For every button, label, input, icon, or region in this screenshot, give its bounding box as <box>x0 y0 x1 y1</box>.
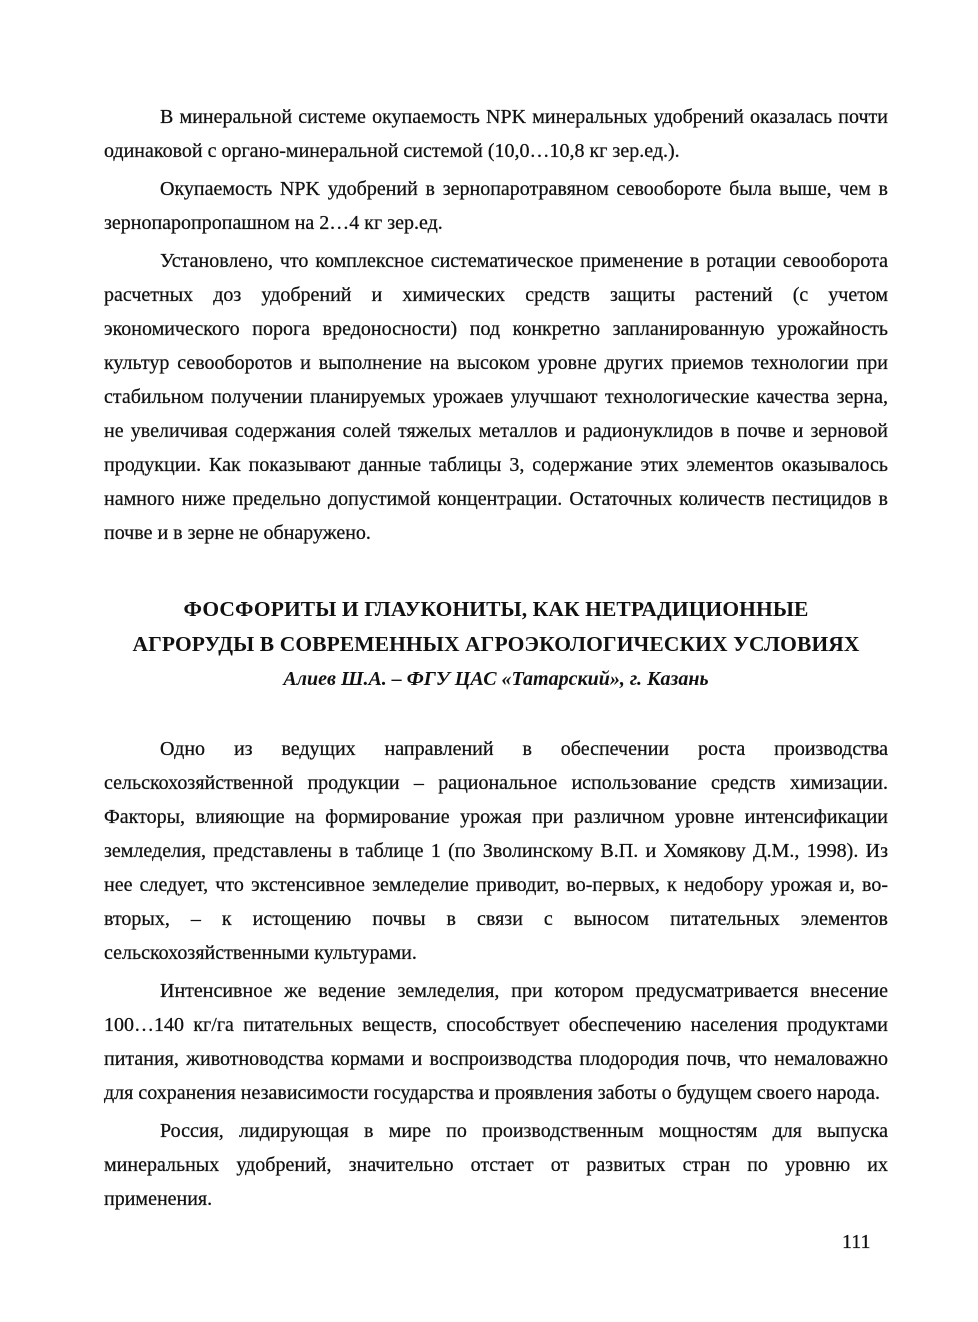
article-header <box>104 592 888 696</box>
document-page <box>104 100 888 1216</box>
article-title-line-1: ФОСФОРИТЫ И ГЛАУКОНИТЫ, КАК НЕТРАДИЦИОННЫЕ <box>183 597 809 621</box>
article-authors: Алиев Ш.А. – ФГУ ЦАС «Татарский», г. Казань <box>283 668 709 690</box>
paragraph-russia: Россия, лидирующая в мире по производственным мощностям для выпуска минеральных удобрений, значительно отстает от развитых стран по уровню их применения. <box>104 1120 888 1210</box>
article-title-line-2: АГРОРУДЫ В СОВРЕМЕННЫХ АГРОЭКОЛОГИЧЕСКИХ УСЛОВИЯХ <box>132 632 860 656</box>
page-number: 111 <box>842 1231 871 1253</box>
paragraph-npk-mineral: В минеральной системе окупаемость NPK минеральных удобрений оказалась почти одинаковой с органо-минеральной системой (10,0…10,8 кг зер.ед.). <box>104 106 888 162</box>
paragraph-findings: Установлено, что комплексное систематическое применение в ротации севооборота расчетных доз удобрений и химических средств защиты растений (с учетом экономического порога вредоносности) под конкретно запланированную урожайность культур севооборотов и выполнение на высоком уровне других приемов технологии при стабильном получении планируемых урожаев улучшают технологические качества зерна, не увеличивая содержания солей тяжелых металлов и радионуклидов в почве и зерновой продукции. Как показывают данные таблицы 3, содержание этих элементов оказывалось намного ниже предельно допустимой концентрации. Остаточных количеств пестицидов в почве и в зерне не обнаружено. <box>104 250 888 544</box>
paragraph-chemization: Одно из ведущих направлений в обеспечении роста производства сельскохозяйственной продукции – рациональное использование средств химизации. Факторы, влияющие на формирование урожая при различном уровне интенсификации земледелия, представлены в таблице 1 (по Зволинскому В.П. и Хомякову Д.М., 1998). Из нее следует, что экстенсивное земледелие приводит, во-первых, к недобору урожая и, во-вторых, – к истощению почвы в связи с выносом питательных элементов сельскохозяйственными культурами. <box>104 738 888 964</box>
paragraph-intensive-farming: Интенсивное же ведение земледелия, при котором предусматривается внесение 100…140 кг/га питательных веществ, способствует обеспечению населения продуктами питания, животноводства кормами и воспроизводства плодородия почв, что немаловажно для сохранения независимости государства и проявления заботы о будущем своего народа. <box>104 980 888 1104</box>
paragraph-npk-rotation: Окупаемость NPK удобрений в зернопаротравяном севообороте была выше, чем в зернопаропропашном на 2…4 кг зер.ед. <box>104 178 888 234</box>
